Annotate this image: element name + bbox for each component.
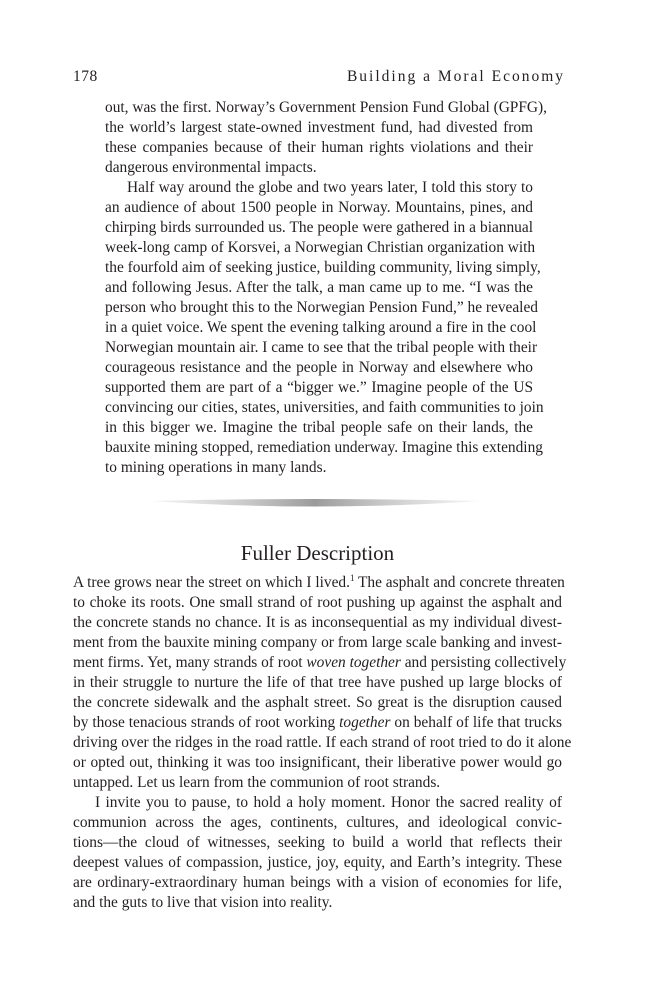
quote-line: dangerous environmental impacts. [105,159,317,176]
body-line: untapped. Let us learn from the communion of root strands. [73,774,441,791]
footnote-marker: 1 [349,572,355,583]
running-header [73,68,565,90]
section-divider [150,498,480,510]
quote-line: Half way around the globe and two years later, I told this story to [127,179,533,196]
body-line: tions—the cloud of witnesses, seeking to build a world that reflects their [73,834,562,851]
body-line: the concrete stands no chance. It is as inconsequential as my individual divest- [73,614,562,631]
body-line: and the guts to live that vision into reality. [73,894,333,911]
body-line: to choke its roots. One small strand of root pushing up against the asphalt and [73,594,562,611]
body-line: driving over the ridges in the road rattle. If each strand of root tried to do it alone [73,734,572,751]
quote-line: supported them are part of a “bigger we.” Imagine people of the US [105,379,533,396]
emphasis: woven together [306,654,401,671]
section-heading: Fuller Description [240,541,395,565]
emphasis: together [339,714,391,731]
body-line: I invite you to pause, to hold a holy moment. Honor the sacred reality of [95,794,562,811]
quote-line: person who brought this to the Norwegian Pension Fund,” he revealed [105,299,538,316]
body-line: ment firms. Yet, many strands of root woven together and persisting collectively [73,654,567,671]
quote-line: courageous resistance and the people in Norway and elsewhere who [105,359,533,376]
quote-line: in a quiet voice. We spent the evening talking around a fire in the cool [105,319,537,336]
body-line: in their struggle to nurture the life of that tree have pushed up large blocks of [73,674,562,691]
quote-line: the fourfold aim of seeking justice, building community, living simply, [105,259,541,276]
running-title: Building a Moral Economy [346,68,565,85]
body-line: or opted out, thinking it was too insignificant, their liberative power would go [73,754,562,771]
quote-line: the world’s largest state-owned investment fund, had divested from [105,119,533,136]
quote-line: Norwegian mountain air. I came to see that the tribal people with their [105,339,538,356]
body-line: ment from the bauxite mining company or from large scale banking and invest- [73,634,562,651]
quote-line: out, was the first. Norway’s Government Pension Fund Global (GPFG), [105,99,548,116]
quote-line: convincing our cities, states, universities, and faith communities to join [105,399,544,416]
body-line: communion across the ages, continents, cultures, and ideological convic- [73,814,562,831]
quote-line: week-long camp of Korsvei, a Norwegian Christian organization with [105,239,536,256]
quote-line: to mining operations in many lands. [105,459,327,476]
quote-line: bauxite mining stopped, remediation underway. Imagine this extending [105,439,543,456]
body-line: by those tenacious strands of root working together on behalf of life that trucks [73,714,563,731]
quote-line: these companies because of their human rights violations and their [105,139,533,156]
page-number: 178 [73,68,98,85]
quote-line: and following Jesus. After the talk, a man came up to me. “I was the [105,279,533,296]
quote-line: chirping birds surrounded us. The people were gathered in a biannual [105,219,533,236]
quote-line: in this bigger we. Imagine the tribal people safe on their lands, the [105,419,533,436]
quote-line: an audience of about 1500 people in Norway. Mountains, pines, and [105,199,533,216]
body-line: the concrete sidewalk and the asphalt street. So great is the disruption caused [73,694,562,711]
body-line: are ordinary-extraordinary human beings with a vision of economies for life, [73,874,562,891]
body-line: deepest values of compassion, justice, joy, equity, and Earth’s integrity. These [73,854,562,871]
body-line: A tree grows near the street on which I lived.$^1$ The asphalt and concrete threaten [73,572,565,591]
